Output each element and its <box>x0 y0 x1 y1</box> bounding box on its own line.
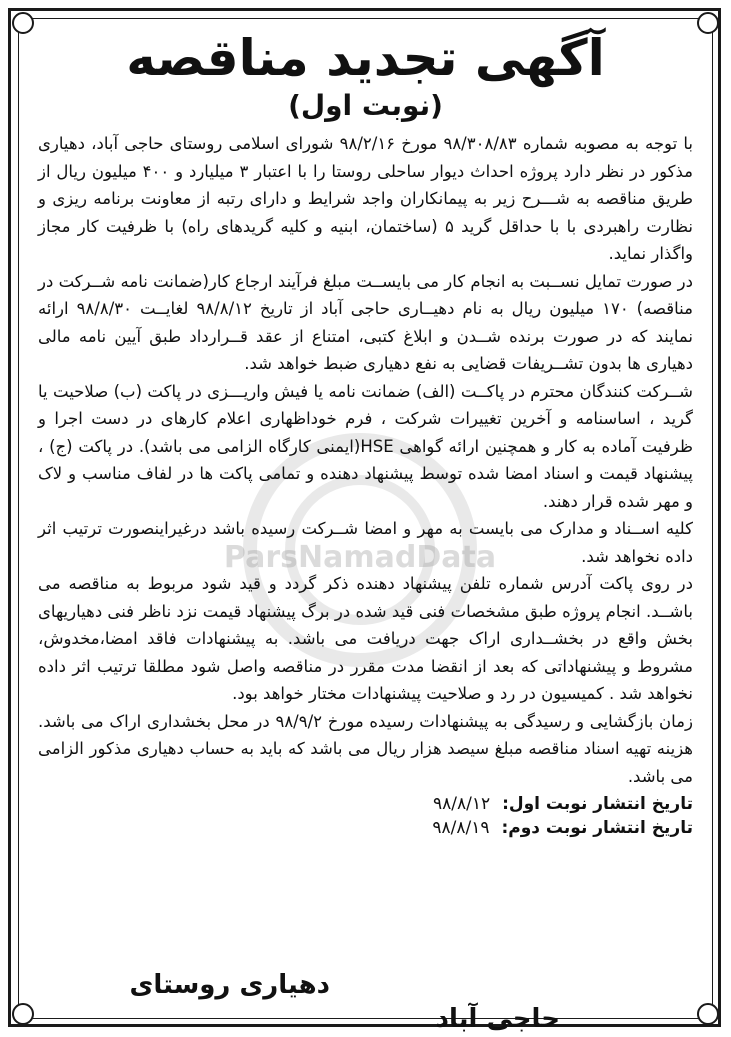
notice-body <box>38 28 693 840</box>
notice-subtitle: (نوبت اول) <box>288 89 443 122</box>
date-value: ۹۸/۸/۱۲ <box>433 794 491 814</box>
corner-ornament-icon <box>12 1003 34 1025</box>
corner-ornament-icon <box>697 12 719 34</box>
watermark-text: ParsNamadData <box>223 540 497 575</box>
paragraph: زمان بازگشایی و رسیدگی به پیشنهادات رسیده مورخ ۹۸/۹/۲ در محل بخشداری اراک می باشد. هزینه تهیه اسناد مناقصه مبلغ سیصد هزار ریال می باشد که باید به حساب دهیاری مذکور الزامی می باشد. <box>38 711 693 786</box>
paragraph: شــرکت کنندگان محترم در پاکــت (الف) ضمانت نامه یا فیش واریـــزی در پاکت (ب) صلاحیت یا گرید ، اساسنامه و آخرین تغییرات شرکت ، فرم خوداظهاری اعلام کارهای در دست اجرا و ظرفیت آماده به کار و همچنین ارائه گواهی HSE(ایمنی کارگاه الزامی می باشد). در پاکت (ج) ، پیشنهاد قیمت و اسناد امضا شده توسط پیشنهاد دهنده و تمامی پاکت ها در لفاف مناسب و لاک و مهر شده قرار دهند. <box>38 381 693 511</box>
signature-block <box>60 968 560 1036</box>
date-label: تاریخ انتشار نوبت اول: <box>502 794 693 814</box>
first-publication-date <box>38 792 693 816</box>
paragraph: کلیه اســناد و مدارک می بایست به مهر و امضا شــرکت رسیده باشد درغیراینصورت ترتیب اثر داده نخواهد شد. <box>38 519 693 566</box>
paragraph: در روی پاکت آدرس شماره تلفن پیشنهاد دهنده ذکر گردد و قید شود مربوط به مناقصه می باشــد. انجام پروژه طبق مشخصات فنی قید شده در برگ پیشنهاد قیمت نزد ناظر فنی دهیاریهای بخش واقع در بخشــداری اراک جهت دریافت می باشد. به پیشنهادات فاقد امضا،مخدوش، مشروط و پیشنهاداتی که بعد از انقضا مدت مقرر در مناقصه واصل شود مطلقا ترتیب اثر داده نخواهد شد . کمیسیون در رد و صلاحیت پیشنهادات مختار خواهد بود. <box>38 574 693 703</box>
second-publication-date <box>38 816 693 840</box>
paragraph: با توجه به مصوبه شماره ۹۸/۳۰۸/۸۳ مورخ ۹۸/۲/۱۶ شورای اسلامی روستای حاجی آباد، دهیاری مذکور در نظر دارد پروژه احداث دیوار ساحلی روستا را با اعتبار ۳ میلیارد و ۴۰۰ میلیون ریال از طریق مناقصه به شـــرح زیر به پیمانکاران واجد شرایط و دارای رتبه از معاونت برنامه ریزی و نظارت راهبردی با با حداقل گرید ۵ (ساختمان، ابنیه و کلیه گریدهای راه) با ظرفیت کار مجاز واگذار نماید. <box>38 134 693 263</box>
paragraph: در صورت تمایل نســبت به انجام کار می بایســت مبلغ فرآیند ارجاع کار(ضمانت نامه شــرکت در مناقصه) ۱۷۰ میلیون ریال به نام دهیــاری حاجی آباد از تاریخ ۹۸/۸/۱۲ لغایــت ۹۸/۸/۳۰ ارائه نمایند که در صورت برنده شــدن و ابلاغ کتبی، امتناع از عقد قــرارداد طبق آیین نامه مالی دهیاری ها بدون تشــریفات قضایی به نفع دهیاری ضبط خواهد شد. <box>38 271 694 373</box>
corner-ornament-icon <box>697 1003 719 1025</box>
date-label: تاریخ انتشار نوبت دوم: <box>501 818 693 838</box>
issuer-name: دهیاری روستای حاجی آباد <box>129 970 560 1034</box>
notice-title: آگهی تجدید مناقصه <box>126 29 605 87</box>
corner-ornament-icon <box>12 12 34 34</box>
date-value: ۹۸/۸/۱۹ <box>432 818 490 838</box>
publication-dates <box>38 792 693 840</box>
